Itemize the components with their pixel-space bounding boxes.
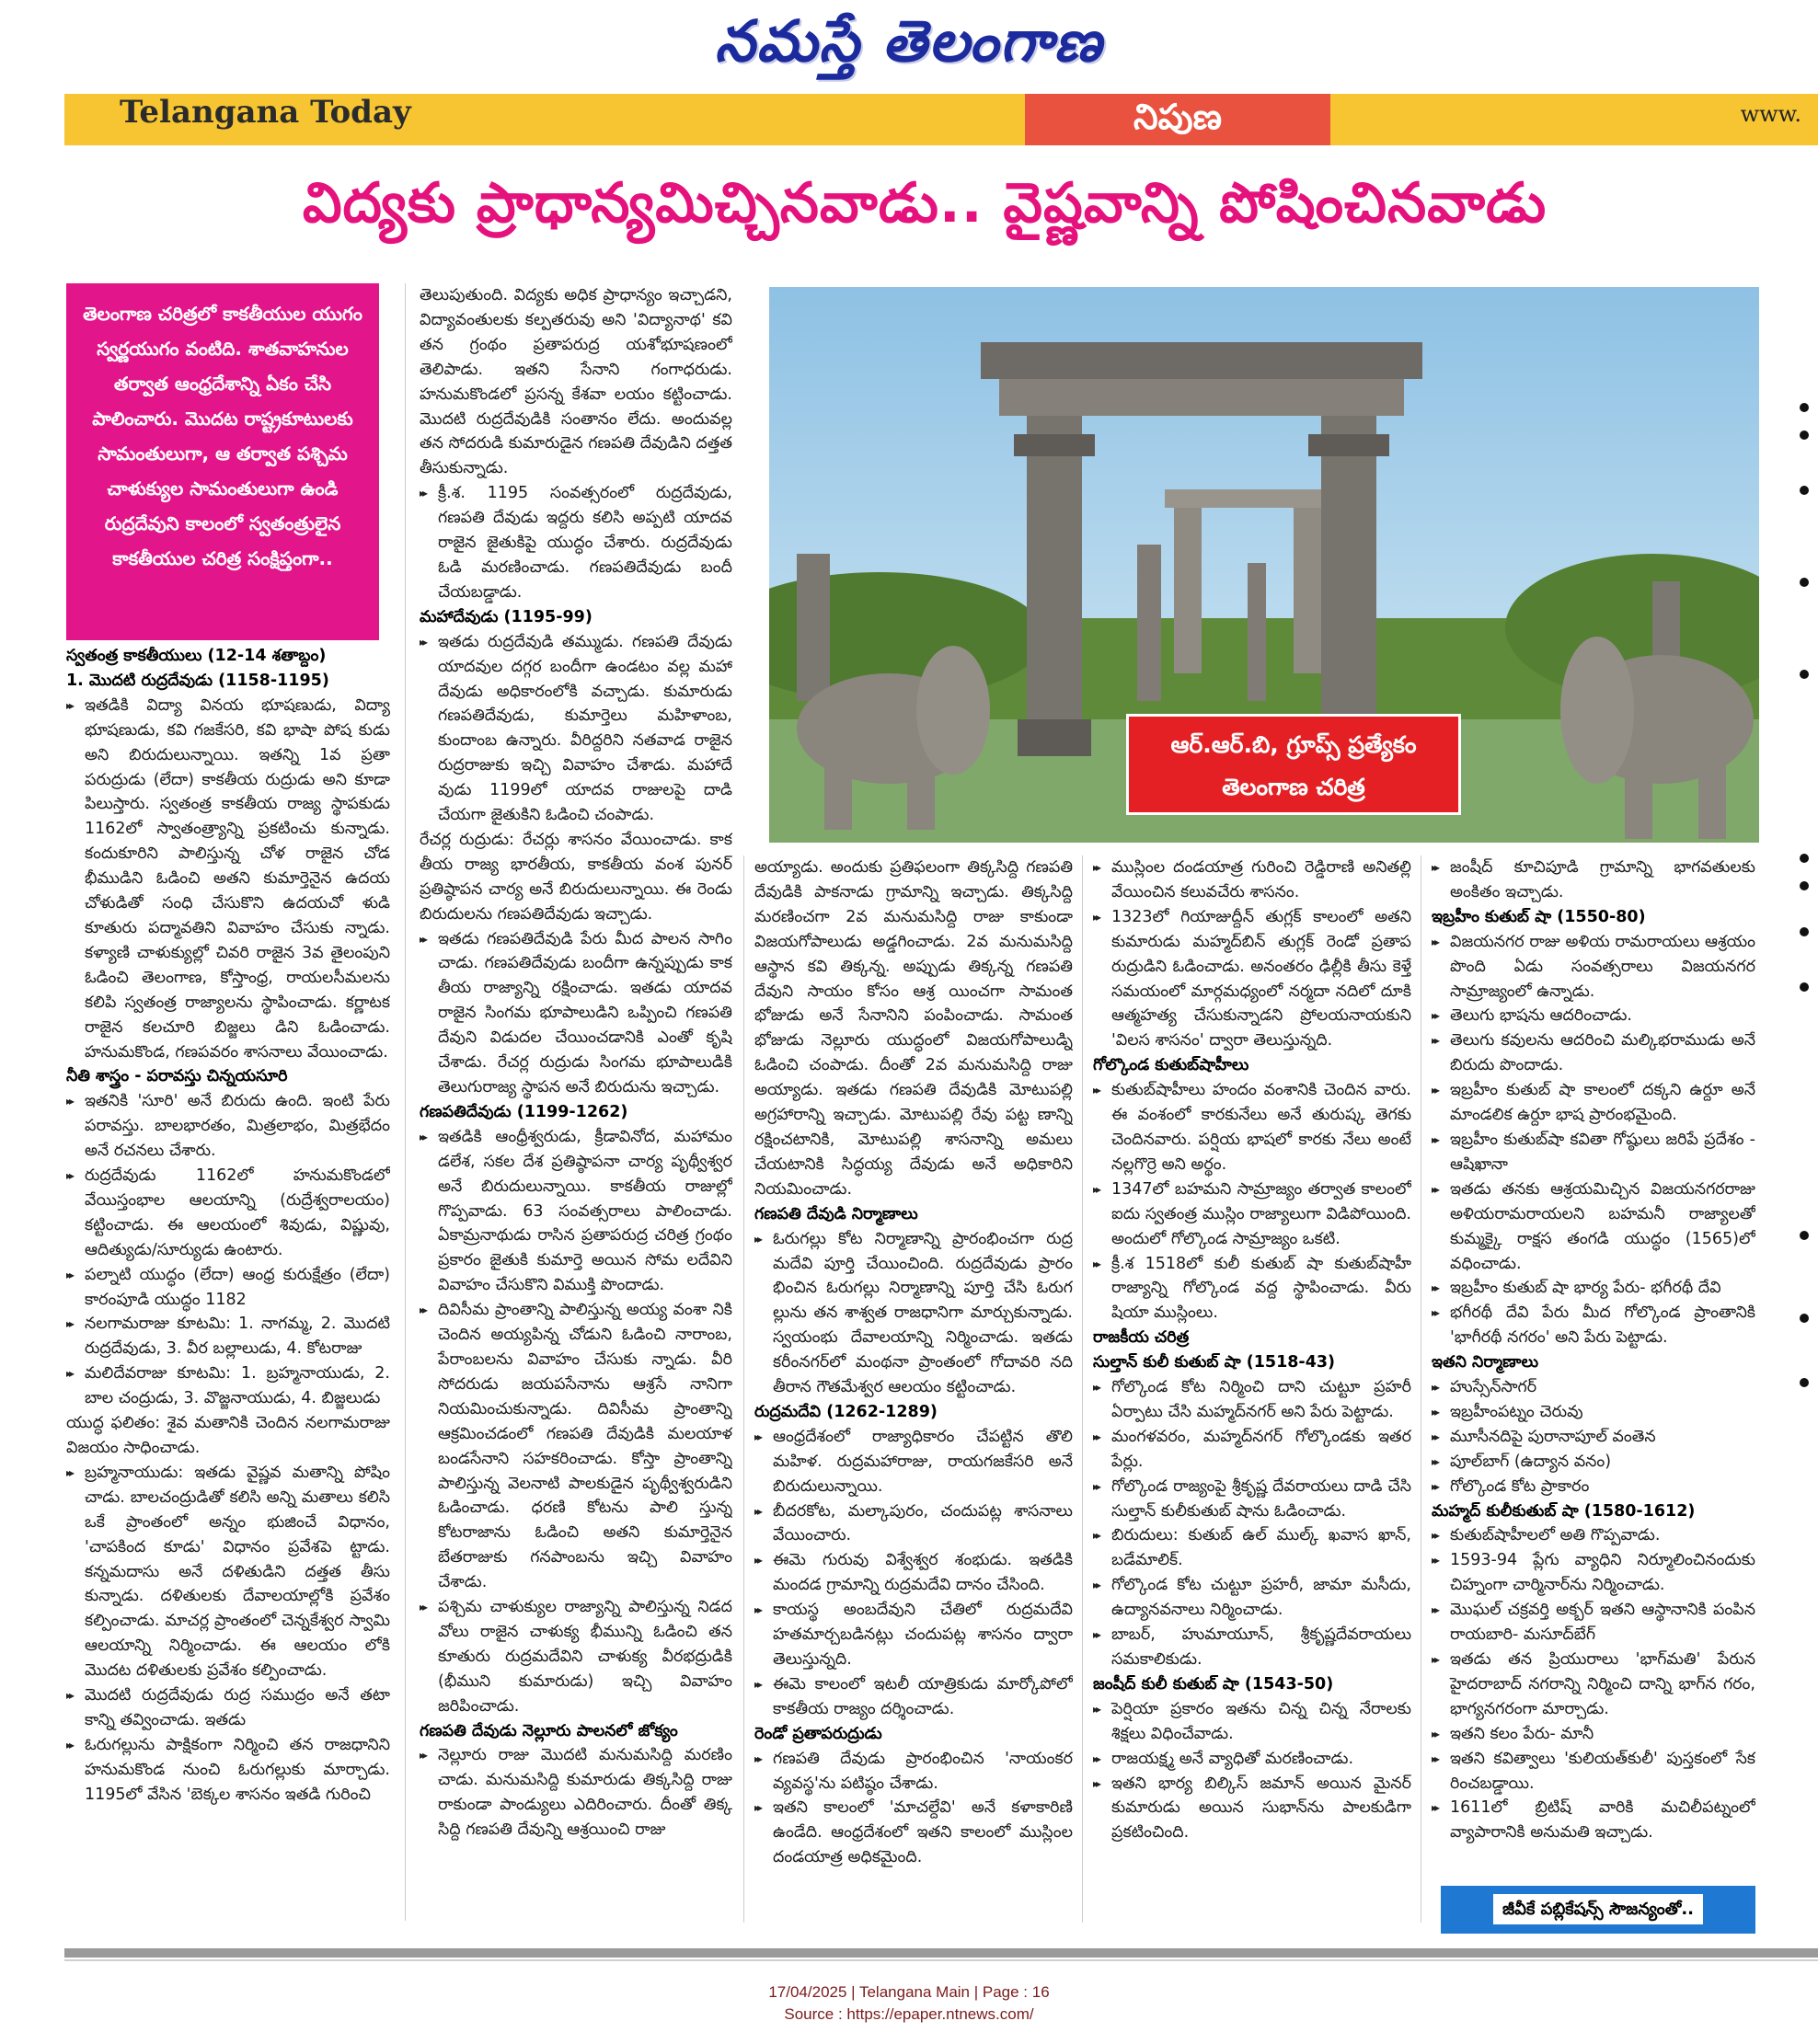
bullet-paragraph: ▸▸ ఇతని కవిత్వాలు 'కులియత్‌కులీ' పుస్తకంలో సేక రించబడ్డాయి.	[1432, 1747, 1755, 1797]
bullet-paragraph: ▸▸ కుతుబ్‌షాహీలు హందం వంశానికి చెందిన వారు. ఈ వంశంలో కారకునేలు అనే తురుష్క తెగకు చెందినవారు. పర్షియ భాషలో కారకు నేలు అంటే నల్లగొర్రె అని అర్థం.	[1093, 1078, 1411, 1177]
bullet-paragraph: ▸▸ గోల్కొండ కోట చుట్టూ ప్రహరీ, జామా మసీదు, ఉద్యానవనాలు నిర్మించాడు.	[1093, 1573, 1411, 1623]
bullet-paragraph: ▸▸ ఇబ్రహీంపట్నం చెరువు	[1432, 1400, 1755, 1425]
bullet-paragraph: ▸▸ గోల్కొండ రాజ్యంపై శ్రీకృష్ణ దేవరాయలు దాడి చేసి సుల్తాన్ కులీకుతుబ్ షాను ఓడించాడు.	[1093, 1475, 1411, 1524]
bullet-dot	[1800, 486, 1809, 495]
page-bottom-rule	[64, 1948, 1818, 1958]
bullet-paragraph: ▸▸ మొఘల్ చక్రవర్తి అక్బర్ ఇతని ఆస్థానానికి పంపిన రాయబారి- మసూద్‌బేగ్	[1432, 1598, 1755, 1648]
column-1-content	[66, 644, 390, 1808]
bullet-dot	[1800, 403, 1809, 412]
bullet-dot	[1800, 1231, 1809, 1240]
bullet-paragraph: ▸▸ బీదరకోట, మల్కాపురం, చందుపట్ల శాసనాలు వేయించారు.	[754, 1499, 1073, 1549]
section-heading: గోల్కొండ కుతుబ్‌షాహీలు	[1093, 1056, 1249, 1075]
banner-logo-block	[1025, 94, 1330, 145]
bullet-paragraph: ▸▸ ఇతడు తనకు ఆశ్రయమిచ్చిన విజయనగరరాజు అళియరామరాయలని బహమనీ రాజ్యాలతో కుమ్మక్కై రాక్షస తంగడి యుద్ధం (1565)లో వధించాడు.	[1432, 1177, 1755, 1277]
footer-source: Source : https://epaper.ntnews.com/	[784, 2005, 1034, 2023]
paragraph: రేచర్ల రుద్రుడు: రేచర్లు శాసనం వేయించాడు. కాక తీయ రాజ్య భారతీయ, కాకతీయ వంశ పునర్ ప్రతిష్ఠాపన చార్య అనే బిరుదులున్నాయి. ఈ రెండు బిరుదులను గణపతిదేవుడు ఇచ్చాడు.	[420, 830, 732, 924]
bullet-paragraph: ▸▸ ఇతనికి 'సూరి' అనే బిరుదు ఉంది. ఇంటి పేరు పరావస్తు. బాలభారతం, మిత్రలాభం, మిత్రభేదం అనే రచనలు చేశారు.	[66, 1089, 390, 1164]
bullet-paragraph: ▸▸ 1323లో గియాజుద్దీన్ తుగ్లక్ కాలంలో అతని కుమారుడు మహ్మద్‌బిన్ తుగ్లక్ రెండో ప్రతాప రుద్రుడిని ఓడించాడు. అనంతరం ఢిల్లీకి తీసు కెళ్తే సమయంలో మార్గమధ్యంలో నర్మదా నదిలో దూకి ఆత్మహత్య చేసుకున్నాడని ప్రోలయనాయకుని 'విలస శాసనం' ద్వారా తెలుస్తున్నది.	[1093, 905, 1411, 1053]
bullet-paragraph: ▸▸ పల్నాటి యుద్ధం (లేదా) ఆంధ్ర కురుక్షేత్రం (లేదా) కారంపూడి యుద్ధం 1182	[66, 1263, 390, 1313]
bullet-paragraph: ▸▸ గణపతి దేవుడు ప్రారంభించిన 'నాయంకర వ్యవస్థ'ను పటిష్ఠం చేశాడు.	[754, 1747, 1073, 1797]
bullet-paragraph: ▸▸ ఇతడు రుద్రదేవుడి తమ్ముడు. గణపతి దేవుడు యాదవుల దగ్గర బందీగా ఉండటం వల్ల మహా దేవుడు అధికారంలోకి వచ్చాడు. కుమారుడు గణపతిదేవుడు, కుమార్తెలు మహిళాంబ, కుందాంబ ఉన్నారు. వీరిద్దరిని నతవాడ రాజైన రుద్రరాజుకు ఇచ్చి వివాహం చేశాడు. మహాదే వుడు 1199లో యాదవ రాజులపై దాడి చేయగా జైతుకిని ఓడించి చంపాడు.	[420, 630, 732, 828]
bullet-paragraph: ▸▸ ఇబ్రహీం కుతుబ్ షా భార్య పేరు- భగీరథీ దేవి	[1432, 1276, 1755, 1301]
column-divider	[405, 283, 406, 1921]
bullet-paragraph: ▸▸ ముస్లింల దండయాత్ర గురించి రెడ్డిరాణి అనితల్లి వేయించిన కలువచేరు శాసనం.	[1093, 855, 1411, 905]
bullet-dot	[1800, 1314, 1809, 1323]
bullet-paragraph: ▸▸ ఇతడికి విద్యా వినయ భూషణుడు, విద్యా భూషణుడు, కవి గజకేసరి, కవి భాషా పోష కుడు అని బిరుదులున్నాయి. ఇతన్ని 1వ ప్రతా పరుద్రుడు (లేదా) కాకతీయ రుద్రుడు అని కూడా పిలుస్తారు. స్వతంత్ర కాకతీయ రాజ్య స్థాపకుడు 1162లో స్వాతంత్ర్యాన్ని ప్రకటించు కున్నాడు. కందుకూరిని పాలిస్తున్న చోళ రాజైన చోడ భీముడిని ఓడించి అతని కుమార్తెనైన ఉదయ చోళుడితో సంధి చేసుకొని ఉదయచో ళుడి కూతురు పద్మావతిని వివాహం చేసుకు న్నాడు. కళ్యాణి చాళుక్యుల్లో చివరి రాజైన 3వ తైలంపుని ఓడించి తెలంగాణ, కోస్తాంధ్ర, రాయలసీమలను కలిపి స్వతంత్ర రాజ్యాలను స్థాపించాడు. కర్ణాటక రాజైన కలచూరి బిజ్జలు డిని ఓడించాడు. హనుమకొండ, గణపవరం శాసనాలు వేయించాడు.	[66, 694, 390, 1065]
article-column-2	[420, 283, 732, 1923]
section-heading: 1. మొదటి రుద్రదేవుడు (1158-1195)	[66, 671, 329, 690]
bullet-paragraph: ▸▸ మలిదేవరాజు కూటమి: 1. బ్రహ్మనాయుడు, 2. బాల చంద్రుడు, 3. వొజ్జనాయుడు, 4. బిజ్జలుడు	[66, 1361, 390, 1411]
footer-edition-info: 17/04/2025 | Telangana Main | Page : 16	[768, 1983, 1050, 2001]
bullet-paragraph: ▸▸ కాయస్థ అంబదేవుని చేతిలో రుద్రమదేవి హతమార్చబడినట్లు చందుపట్ల శాసనం ద్వారా తెలుస్తున్నది.	[754, 1598, 1073, 1672]
bullet-paragraph: ▸▸ ఇతడికి ఆంధ్రీశ్వరుడు, క్రీడావినోద, మహామం డలేశ, సకల దేశ ప్రతిష్ఠాపనా చార్య పృథ్వీశ్వర అనే బిరుదులున్నాయి. కాకతీయ రాజుల్లో గొప్పవాడు. 63 సంవత్సరాలు పాలించాడు. ఏకామ్రనాథుడు రాసిన ప్రతాపరుద్ర చరిత్ర గ్రంథం ప్రకారం జైతుకి కుమార్తె అయిన సోమ లదేవిని వివాహం చేసుకొని విముక్తి పొందాడు.	[420, 1125, 732, 1298]
bullet-paragraph: ▸▸ పశ్చిమ చాళుక్యుల రాజ్యాన్ని పాలిస్తున్న నిడద వోలు రాజైన చాళుక్య భీమున్ని ఓడించి తన కూతురు రుద్రమదేవిని చాళుక్య వీరభద్రుడికి (భీముని కుమారుడు) ఇచ్చి వివాహం జరిపించాడు.	[420, 1595, 732, 1719]
bullet-paragraph: ▸▸ 1347లో బహమని సామ్రాజ్యం తర్వాత కాలంలో ఐదు స్వతంత్ర ముస్లిం రాజ్యాలుగా విడిపోయింది. అందులో గోల్కొండ సామ్రాజ్యం ఒకటి.	[1093, 1177, 1411, 1252]
masthead	[0, 0, 1818, 88]
bullet-paragraph: ▸▸ నలగామరాజు కూటమి: 1. నాగమ్మ, 2. మొదటి రుద్రదేవుడు, 3. వీర బల్లాలుడు, 4. కోటరాజు	[66, 1312, 390, 1361]
section-heading: గణపతిదేవుడు (1199-1262)	[420, 1102, 628, 1121]
section-banner	[64, 94, 1818, 145]
special-edition-badge	[1126, 714, 1461, 815]
badge-line-1: ఆర్.ఆర్.బి, గ్రూప్స్ ప్రత్యేకం	[1170, 731, 1417, 758]
paragraph: అయ్యాడు. అందుకు ప్రతిఫలంగా తిక్కసిద్ది గణపతి దేవుడికి పాకనాడు గ్రామాన్ని ఇచ్చాడు. తిక్కసిద్ది మరణించగా 2వ మనుమసిద్ది రాజు కాకుండా విజయగోపాలుడు అడ్డగించాడు. 2వ మనుమసిద్ది ఆస్థాన కవి తిక్కన్న. అప్పుడు తిక్కన్న గణపతి దేవుని సాయం కోసం ఆశ్ర యించగా సామంత భోజుడు అనే సేనానిని పంపించాడు. సామంత భోజుడు నెల్లూరు యుద్ధంలో విజయగోపాలుడ్ని ఓడించి చంపాడు. దీంతో 2వ మనుమసిద్ది రాజు అయ్యాడు. ఇతడు గణపతి దేవుడికి మోటుపల్లి అగ్రహారాన్ని ఇచ్చాడు. మోటుపల్లి రేవు పట్ట ణాన్ని రక్షించటానికి, మోటుపల్లి శాసనాన్ని అమలు చేయటానికి సిద్ధయ్య దేవుడు అనే అధికారిని నియమించాడు.	[754, 858, 1073, 1199]
bullet-paragraph: ▸▸ తెలుగు కవులను ఆదరించి మల్కిభరాముడు అనే బిరుదు పొందాడు.	[1432, 1028, 1755, 1078]
bullet-paragraph: ▸▸ కుతుబ్‌షాహీలలో అతి గొప్పవాడు.	[1432, 1523, 1755, 1548]
paragraph: తెలుపుతుంది. విద్యకు అధిక ప్రాధాన్యం ఇచ్చాడని, విద్యావంతులకు కల్పతరువు అని 'విద్యానాథ' కవి తన గ్రంథం ప్రతాపరుద్ర యశోభూషణంలో తెలిపాడు. ఇతని సేనాని గంగాధరుడు. హనుమకొండలో ప్రసన్న కేశవా లయం కట్టించాడు. మొదటి రుద్రదేవుడికి సంతానం లేదు. అందువల్ల తన సోదరుడి కుమారుడైన గణపతి దేవుడిని దత్తత తీసుకున్నాడు.	[420, 286, 732, 478]
bullet-paragraph: ▸▸ బ్రహ్మనాయుడు: ఇతడు వైష్ణవ మతాన్ని పోషిం చాడు. బాలచంద్రుడితో కలిసి అన్ని మతాలు కలిసి ఒకే ప్రాంతంలో అన్నం భుజించే విధానం, 'చాపకింద కూడు' విధానం ప్రవేశపె ట్టాడు. కన్నమదాసు అనే దళితుడిని దత్తత తీసు కున్నాడు. దళితులకు దేవాలయాల్లోకి ప్రవేశం కల్పించాడు. మాచర్ల ప్రాంతంలో చెన్నకేశ్వర స్వామి ఆలయాన్ని నిర్మించాడు. ఈ ఆలయం లోకి మొదట దళితులకు ప్రవేశం కల్పించాడు.	[66, 1461, 390, 1683]
bullet-dot	[1800, 431, 1809, 440]
column-5-content	[1432, 855, 1755, 1845]
article-headline: విద్యకు ప్రాధాన్యమిచ్చినవాడు.. వైష్ణవాన్ని పోషించినవాడు	[302, 171, 1548, 235]
article-column-4	[1093, 855, 1411, 1923]
bullet-paragraph: ▸▸ మంగళవరం, మహ్మద్‌నగర్ గోల్కొండకు ఇతర పేర్లు.	[1093, 1425, 1411, 1475]
article-column-3	[754, 855, 1073, 1923]
bullet-dot	[1800, 670, 1809, 679]
bullet-dot	[1800, 854, 1809, 863]
bullet-paragraph: ▸▸ పెర్షియా ప్రకారం ఇతను చిన్న చిన్న నేరాలకు శిక్షలు విధించేవాడు.	[1093, 1697, 1411, 1747]
section-heading: రాజకీయ చరిత్ర	[1093, 1328, 1190, 1348]
bullet-dot	[1800, 927, 1809, 936]
section-heading: జంషీద్ కులీ కుతుబ్ షా (1543-50)	[1093, 1674, 1334, 1694]
bullet-paragraph: ▸▸ ఓరుగల్లు కోట నిర్మాణాన్ని ప్రారంభించగా రుద్ర మదేవి పూర్తి చేయించింది. రుద్రదేవుడు ప్రారం భించిన ఓరుగల్లు నిర్మాణాన్ని పూర్తి చేసి ఓరుగ ల్లును తన శాశ్వత రాజధానిగా మార్చుకున్నాడు. స్వయంభు దేవాలయాన్ని నిర్మించాడు. ఇతడు కరీంనగర్‌లో మంథనా ప్రాంతంలో గోదావరి నది తీరాన గౌతమేశ్వర ఆలయం కట్టించాడు.	[754, 1227, 1073, 1400]
bullet-paragraph: ▸▸ బాబర్, హుమాయూన్, శ్రీకృష్ణదేవరాయలు సమకాలికుడు.	[1093, 1623, 1411, 1672]
bullet-paragraph: ▸▸ ఇతని భార్య బిల్కిస్ జమాన్ అయిన మైనర్ కుమారుడు అయిన సుభాన్‌ను పాలకుడిగా ప్రకటించింది.	[1093, 1772, 1411, 1846]
bullet-paragraph: ▸▸ విజయనగర రాజు అళియ రామరాయలు ఆశ్రయం పొంది ఏడు సంవత్సరాలు విజయనగర సామ్రాజ్యంలో ఉన్నాడు.	[1432, 930, 1755, 1005]
bullet-paragraph: ▸▸ ఇతడు గణపతిదేవుడి పేరు మీద పాలన సాగిం చాడు. గణపతిదేవుడు బందీగా ఉన్నప్పుడు కాక తీయ రాజ్యాన్ని రక్షించాడు. ఇతడు యాదవ రాజైన సింగమ భూపాలుడిని ఒప్పించి గణపతి దేవుని విడుదల చేయించడానికి ఎంతో కృషి చేశాడు. రేచర్ల రుద్రుడు సింగమ భూపాలుడికి తెలుగురాజ్య స్థాపన అనే బిరుదును ఇచ్చాడు.	[420, 927, 732, 1100]
bullet-paragraph: ▸▸ ఇతని కలం పేరు- మానీ	[1432, 1722, 1755, 1747]
banner-left-text: Telangana Today	[120, 94, 411, 131]
bullet-dot	[1800, 881, 1809, 890]
bullet-paragraph: ▸▸ క్రీ.శ 1518లో కులీ కుతుబ్ షా కుతుబ్‌షాహీ రాజ్యాన్ని గోల్కొండ వద్ద స్థాపించాడు. వీరు షియా ముస్లింలు.	[1093, 1252, 1411, 1326]
section-heading: రుద్రమదేవి (1262-1289)	[754, 1402, 938, 1421]
section-heading: ఇతని నిర్మాణాలు	[1432, 1353, 1539, 1372]
publication-credit	[1441, 1886, 1755, 1934]
section-heading: మహ్మద్ కులీకుతుబ్ షా (1580-1612)	[1432, 1501, 1696, 1521]
bullet-paragraph: ▸▸ జంషీద్ కూచిపూడి గ్రామాన్ని భాగవతులకు అంకితం ఇచ్చాడు.	[1432, 855, 1755, 905]
banner-url-text: www.	[1740, 101, 1801, 127]
bullet-paragraph: ▸▸ 1593-94 ప్లేగు వ్యాధిని నిర్మూలించినందుకు చిహ్నంగా చార్మినార్‌ను నిర్మించాడు.	[1432, 1548, 1755, 1598]
article-column-1	[66, 644, 390, 1923]
bullet-paragraph: ▸▸ ఈమె గురువు విశ్వేశ్వర శంభుడు. ఇతడికి మందడ గ్రామాన్ని రుద్రమదేవి దానం చేసింది.	[754, 1548, 1073, 1598]
section-heading: రెండో ప్రతాపరుద్రుడు	[754, 1724, 882, 1743]
column-3-content	[754, 855, 1073, 1870]
column-4-content	[1093, 855, 1411, 1845]
bullet-paragraph: ▸▸ తెలుగు భాషను ఆదరించాడు.	[1432, 1004, 1755, 1028]
section-heading: గణపతి దేవుడి నిర్మాణాలు	[754, 1204, 918, 1223]
bullet-paragraph: ▸▸ రాజయక్ష్మ అనే వ్యాధితో మరణించాడు.	[1093, 1747, 1411, 1772]
column-2-content	[420, 283, 732, 1843]
newspaper-title: నమస్తే తెలంగాణ	[714, 7, 1104, 75]
bullet-paragraph: ▸▸ ఆంధ్రదేశంలో రాజ్యాధికారం చేపట్టిన తొలి మహిళ. రుద్రమహారాజు, రాయగజకేసరి అనే బిరుదులున్నాయి.	[754, 1425, 1073, 1499]
bullet-paragraph: ▸▸ 1611లో బ్రిటిష్ వారికి మచిలీపట్నంలో వ్యాపారానికి అనుమతి ఇచ్చాడు.	[1432, 1796, 1755, 1845]
bullet-paragraph: ▸▸ రుద్రదేవుడు 1162లో హనుమకొండలో వేయిస్తంభాల ఆలయాన్ని (రుద్రేశ్వరాలయం) కట్టించాడు. ఈ ఆలయంలో శివుడు, విష్ణువు, ఆదిత్యుడు/సూర్యుడు ఉంటారు.	[66, 1164, 390, 1263]
bullet-paragraph: ▸▸ నెల్లూరు రాజు మొదటి మనుమసిద్ది మరణిం చాడు. మనుమసిద్ది కుమారుడు తిక్కసిద్ది రాజు రాకుండా పాండ్యులు ఎదిరించారు. దీంతో తిక్క సిద్ది గణపతి దేవున్ని ఆశ్రయించి రాజు	[420, 1743, 732, 1843]
bullet-paragraph: ▸▸ ఇతని కాలంలో 'మాచల్దేవి' అనే కళాకారిణి ఉండేది. ఆంధ్రదేశంలో ఇతని కాలంలో ముస్లింల దండయాత్ర అధికమైంది.	[754, 1796, 1073, 1870]
badge-line-2: తెలంగాణ చరిత్ర	[1222, 774, 1365, 800]
adjacent-article-edge	[1763, 155, 1818, 1948]
bullet-paragraph: ▸▸ క్రీ.శ. 1195 సంవత్సరంలో రుద్రదేవుడు, గణపతి దేవుడు ఇద్దరు కలిసి అప్పటి యాదవ రాజైన జైతుకిపై యుద్ధం చేశారు. రుద్రదేవుడు ఓడి మరణించాడు. గణపతిదేవుడు బందీ చేయబడ్డాడు.	[420, 481, 732, 605]
bullet-paragraph: ▸▸ ఇబ్రహీం కుతుబ్‌షా కవితా గోష్ఠులు జరిపే ప్రదేశం - ఆషిఖానా	[1432, 1128, 1755, 1177]
bullet-paragraph: ▸▸ మొదటి రుద్రదేవుడు రుద్ర సముద్రం అనే తటా కాన్ని తవ్వించాడు. ఇతడు	[66, 1683, 390, 1733]
intro-box: తెలంగాణ చరిత్రలో కాకతీయుల యుగం స్వర్ణయుగం వంటిది. శాతవాహనుల తర్వాత ఆంధ్రదేశాన్ని ఏకం చేసి పాలించారు. మొదట రాష్ట్రకూటులకు సామంతులుగా, ఆ తర్వాత పశ్చిమ చాళుక్యుల సామంతులుగా ఉండి రుద్రదేవుని కాలంలో స్వతంత్రులైన కాకతీయుల చరిత్ర సంక్షిప్తంగా..	[66, 283, 379, 640]
bullet-paragraph: ▸▸ గోల్కొండ కోట నిర్మించి దాని చుట్టూ ప్రహరీ ఏర్పాటు చేసి మహ్మద్‌నగర్ అని పేరు పెట్టాడు.	[1093, 1375, 1411, 1425]
bullet-paragraph: ▸▸ గోల్కొండ కోట ప్రాకారం	[1432, 1475, 1755, 1499]
bullet-paragraph: ▸▸ మూసీనదిపై పురానాపూల్ వంతెన	[1432, 1425, 1755, 1450]
bullet-paragraph: ▸▸ ఈమె కాలంలో ఇటలీ యాత్రికుడు మార్కోపోలో కాకతీయ రాజ్యం దర్శించాడు.	[754, 1672, 1073, 1722]
section-heading: సుల్తాన్ కులీ కుతుబ్ షా (1518-43)	[1093, 1353, 1336, 1372]
section-heading: స్వతంత్ర కాకతీయులు (12-14 శతాబ్దం)	[66, 647, 327, 665]
column-divider	[743, 855, 744, 1923]
section-heading: మహాదేవుడు (1195-99)	[420, 607, 593, 626]
bullet-paragraph: ▸▸ దివిసీమ ప్రాంతాన్ని పాలిస్తున్న అయ్య వంశా నికి చెందిన అయ్యపిన్న చోడుని ఓడించి నారాంబ, పేరాంబలను వివాహం చేసుకు న్నాడు. వీరి సోదరుడు జయపసేనాను ఆశ్రసే నానిగా నియమించుకున్నాడు. దివిసీమ ప్రాంతాన్ని ఆక్రమించడంలో గణపతి దేవుడికి మలయాళ బండసేనాని సహకరించాడు. కోస్తా ప్రాంతాన్ని పాలిస్తున్న వెలనాటి పాలకుడైన పృథ్వీశ్వరుడిని ఓడించాడు. ధరణి కోటను పాలి స్తున్న కోటరాజాను ఓడించి అతని కుమార్తెనైన బేతరాజుకు గనపాంబను ఇచ్చి వివాహం చేశాడు.	[420, 1298, 732, 1595]
bullet-dot	[1800, 578, 1809, 587]
section-heading: గణపతి దేవుడు నెల్లూరు పాలనలో జోక్యం	[420, 1721, 678, 1740]
bullet-dot	[1800, 1378, 1809, 1387]
credit-text: జీవీకే పబ్లికేషన్స్ సౌజన్యంతో..	[1493, 1894, 1703, 1924]
banner-center-text: నిపుణ	[1133, 97, 1222, 137]
bullet-paragraph: ▸▸ ఇబ్రహీం కుతుబ్ షా కాలంలో దక్కని ఉర్దూ అనే మాండలిక ఉర్దూ భాష ప్రారంభమైంది.	[1432, 1078, 1755, 1128]
bullet-dot	[1800, 982, 1809, 992]
bullet-paragraph: ▸▸ భగీరథీ దేవి పేరు మీద గోల్కొండ ప్రాంతానికి 'భాగీరథీ నగరం' అని పేరు పెట్టాడు.	[1432, 1301, 1755, 1350]
column-divider	[1082, 855, 1083, 1923]
article-column-5	[1432, 855, 1755, 1877]
bullet-paragraph: ▸▸ ఇతడు తన ప్రియురాలు 'భాగ్‌మతి' పేరున హైదరాబాద్ నగరాన్ని నిర్మించి దాన్ని భాగ్‌న గరం, భాగ్యనగరంగా మార్చాడు.	[1432, 1648, 1755, 1722]
bullet-paragraph: ▸▸ హుస్సేన్‌సాగర్	[1432, 1375, 1755, 1400]
bullet-paragraph: ▸▸ బిరుదులు: కుతుబ్ ఉల్ ముల్క్ ఖవాస ఖాన్, బడేమాలిక్.	[1093, 1523, 1411, 1573]
page-bottom-rule-thin	[64, 1959, 1818, 1961]
bullet-paragraph: ▸▸ పూల్‌బాగ్ (ఉద్యాన వనం)	[1432, 1450, 1755, 1475]
paragraph: యుద్ధ ఫలితం: శైవ మతానికి చెందిన నలగామరాజు విజయం సాధించాడు.	[66, 1414, 390, 1457]
section-heading: నీతి శాస్త్రం - పరావస్తు చిన్నయసూరి	[66, 1067, 288, 1086]
bullet-paragraph: ▸▸ ఓరుగల్లును పాక్షికంగా నిర్మించి తన రాజధానిని హనుమకొండ నుంచి ఓరుగల్లుకు మార్చాడు. 1195లో వేసిన 'బెక్కల శాసనం ఇతడి గురించి	[66, 1733, 390, 1808]
section-heading: ఇబ్రహీం కుతుబ్ షా (1550-80)	[1432, 907, 1646, 926]
